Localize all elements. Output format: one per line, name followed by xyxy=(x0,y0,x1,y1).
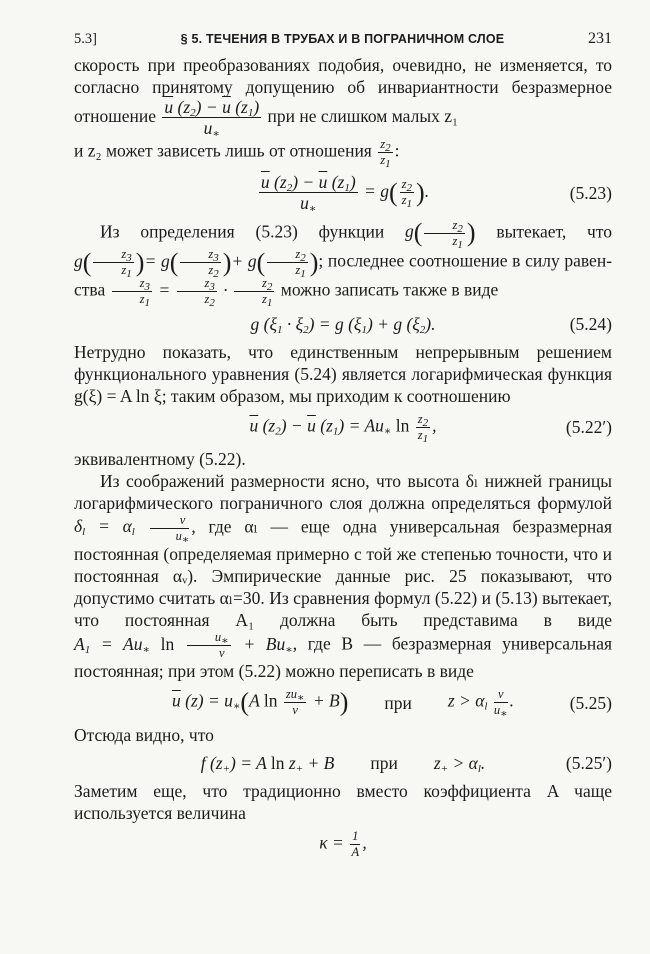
equation-kappa: κ = $\frac{1}{A}$ , xyxy=(319,828,367,859)
equation-5-25-prime: f $(z_+) = A$ $\ln z_+ + B$ при $z_+ > \alpha_l$. (5.25′) xyxy=(200,752,612,775)
paragraph-1: скорость при преобразованиях подобия, очевидно, не изменяется, то согласно принятому допущению об инвариантности безразмерное отношение $\frac{\overline{u} (z_2) - \overline{u} (z_1)}{u_∗}$ при не слишком малых z₁ и z₂ может зависеть лишь от отношения $\frac{z_2}{z_1}$ : xyxy=(74,55,612,170)
equation-number: (5.22′) xyxy=(565,417,612,438)
paragraph-2: Из определения (5.23) функции g( $\frac{z_2}{z_1}$ ) вытекает, что g( $\frac{z_3}{z_1}$ )= g( $\frac{z_3}{z_2}$ )+ g( $\frac{z_2}{z_1}$ ); последнее соотношение в силу равенства $\frac{z_3}{z_1}$ = $\frac{z_3}{z_2}$ · $\frac{z_2}{z_1}$ можно записать также в виде xyxy=(74,217,613,310)
section-number: 5.3] xyxy=(74,31,97,47)
book-page xyxy=(74,28,612,865)
equation-number: (5.25) xyxy=(569,692,612,713)
paragraph-7: Заметим еще, что традиционно вместо коэффициента A чаще используется величина xyxy=(74,780,612,823)
equation-5-25: $\overline{u}$ $(z) = u_∗(A$ ln $\frac{zu_∗}{\nu}$ + B) при $z > \alpha_l$ $\frac{\nu}{u_∗}$ . (5.25) xyxy=(172,687,612,721)
page-number: 231 xyxy=(588,30,612,47)
paragraph-5: Из соображений размерности ясно, что высота δₗ нижней границы логарифмического пограничного слоя должна определяться формулой $\delta_l = \alpha_l$ $\frac{\nu}{u_∗}$ , где αₗ — еще одна универсальная безразмерная постоянная (определяемая примерно с той же степенью точности, что и постоянная αᵥ). Эмпирические данные рис. 25 показывают, что допустимо считать αₗ=30. Из сравнения формул (5.22) и (5.13) вытекает, что постоянная A₁ должна быть представима в виде $A_1 = Au_∗$ ln $\frac{u_∗}{\nu}$ + $Bu_∗$, где B — безразмерная универсальная постоянная; при этом (5.22) можно переписать в виде xyxy=(74,470,613,682)
paragraph-4: эквивалентному (5.22). xyxy=(74,448,246,469)
equation-number: (5.24) xyxy=(569,313,612,334)
inline-fraction-ratio: $\frac{\overline{u} (z_2) - \overline{u} (z_1)}{u_∗}$ xyxy=(164,97,260,141)
equation-5-22-prime: $\overline{u}$ $(z_2) - \overline{u}$ $(z_1) = Au_∗$ ln $\frac{z_2}{z_1}$ , (5.22′) xyxy=(249,411,612,445)
inline-fraction-z: $\frac{z_2}{z_1}$ xyxy=(380,136,391,170)
equation-5-24: g $(\xi_1 \cdot \xi_2) = g$ $(\xi_1) + g$ $(\xi_2)$. (5.24) xyxy=(250,313,612,336)
equation-number: (5.23) xyxy=(569,182,612,203)
paragraph-6: Отсюда видно, что xyxy=(74,724,214,745)
running-header xyxy=(74,28,612,54)
equation-5-23: $\frac{\overline{u} (z_2) - \overline{u} (z_1)}{u_∗}$ = g( $\frac{z_2}{z_1}$ ). (5.23) xyxy=(260,172,612,216)
running-title: § 5. ТЕЧЕНИЯ В ТРУБАХ И В ПОГРАНИЧНОМ СЛОЕ xyxy=(180,32,505,46)
equation-number: (5.25′) xyxy=(565,752,612,773)
paragraph-3: Нетрудно показать, что единственным непрерывным решением функционального уравнения (5.24) является логарифмическая функция g(ξ) = A ln ξ; таким образом, мы приходим к соотношению xyxy=(74,341,612,406)
